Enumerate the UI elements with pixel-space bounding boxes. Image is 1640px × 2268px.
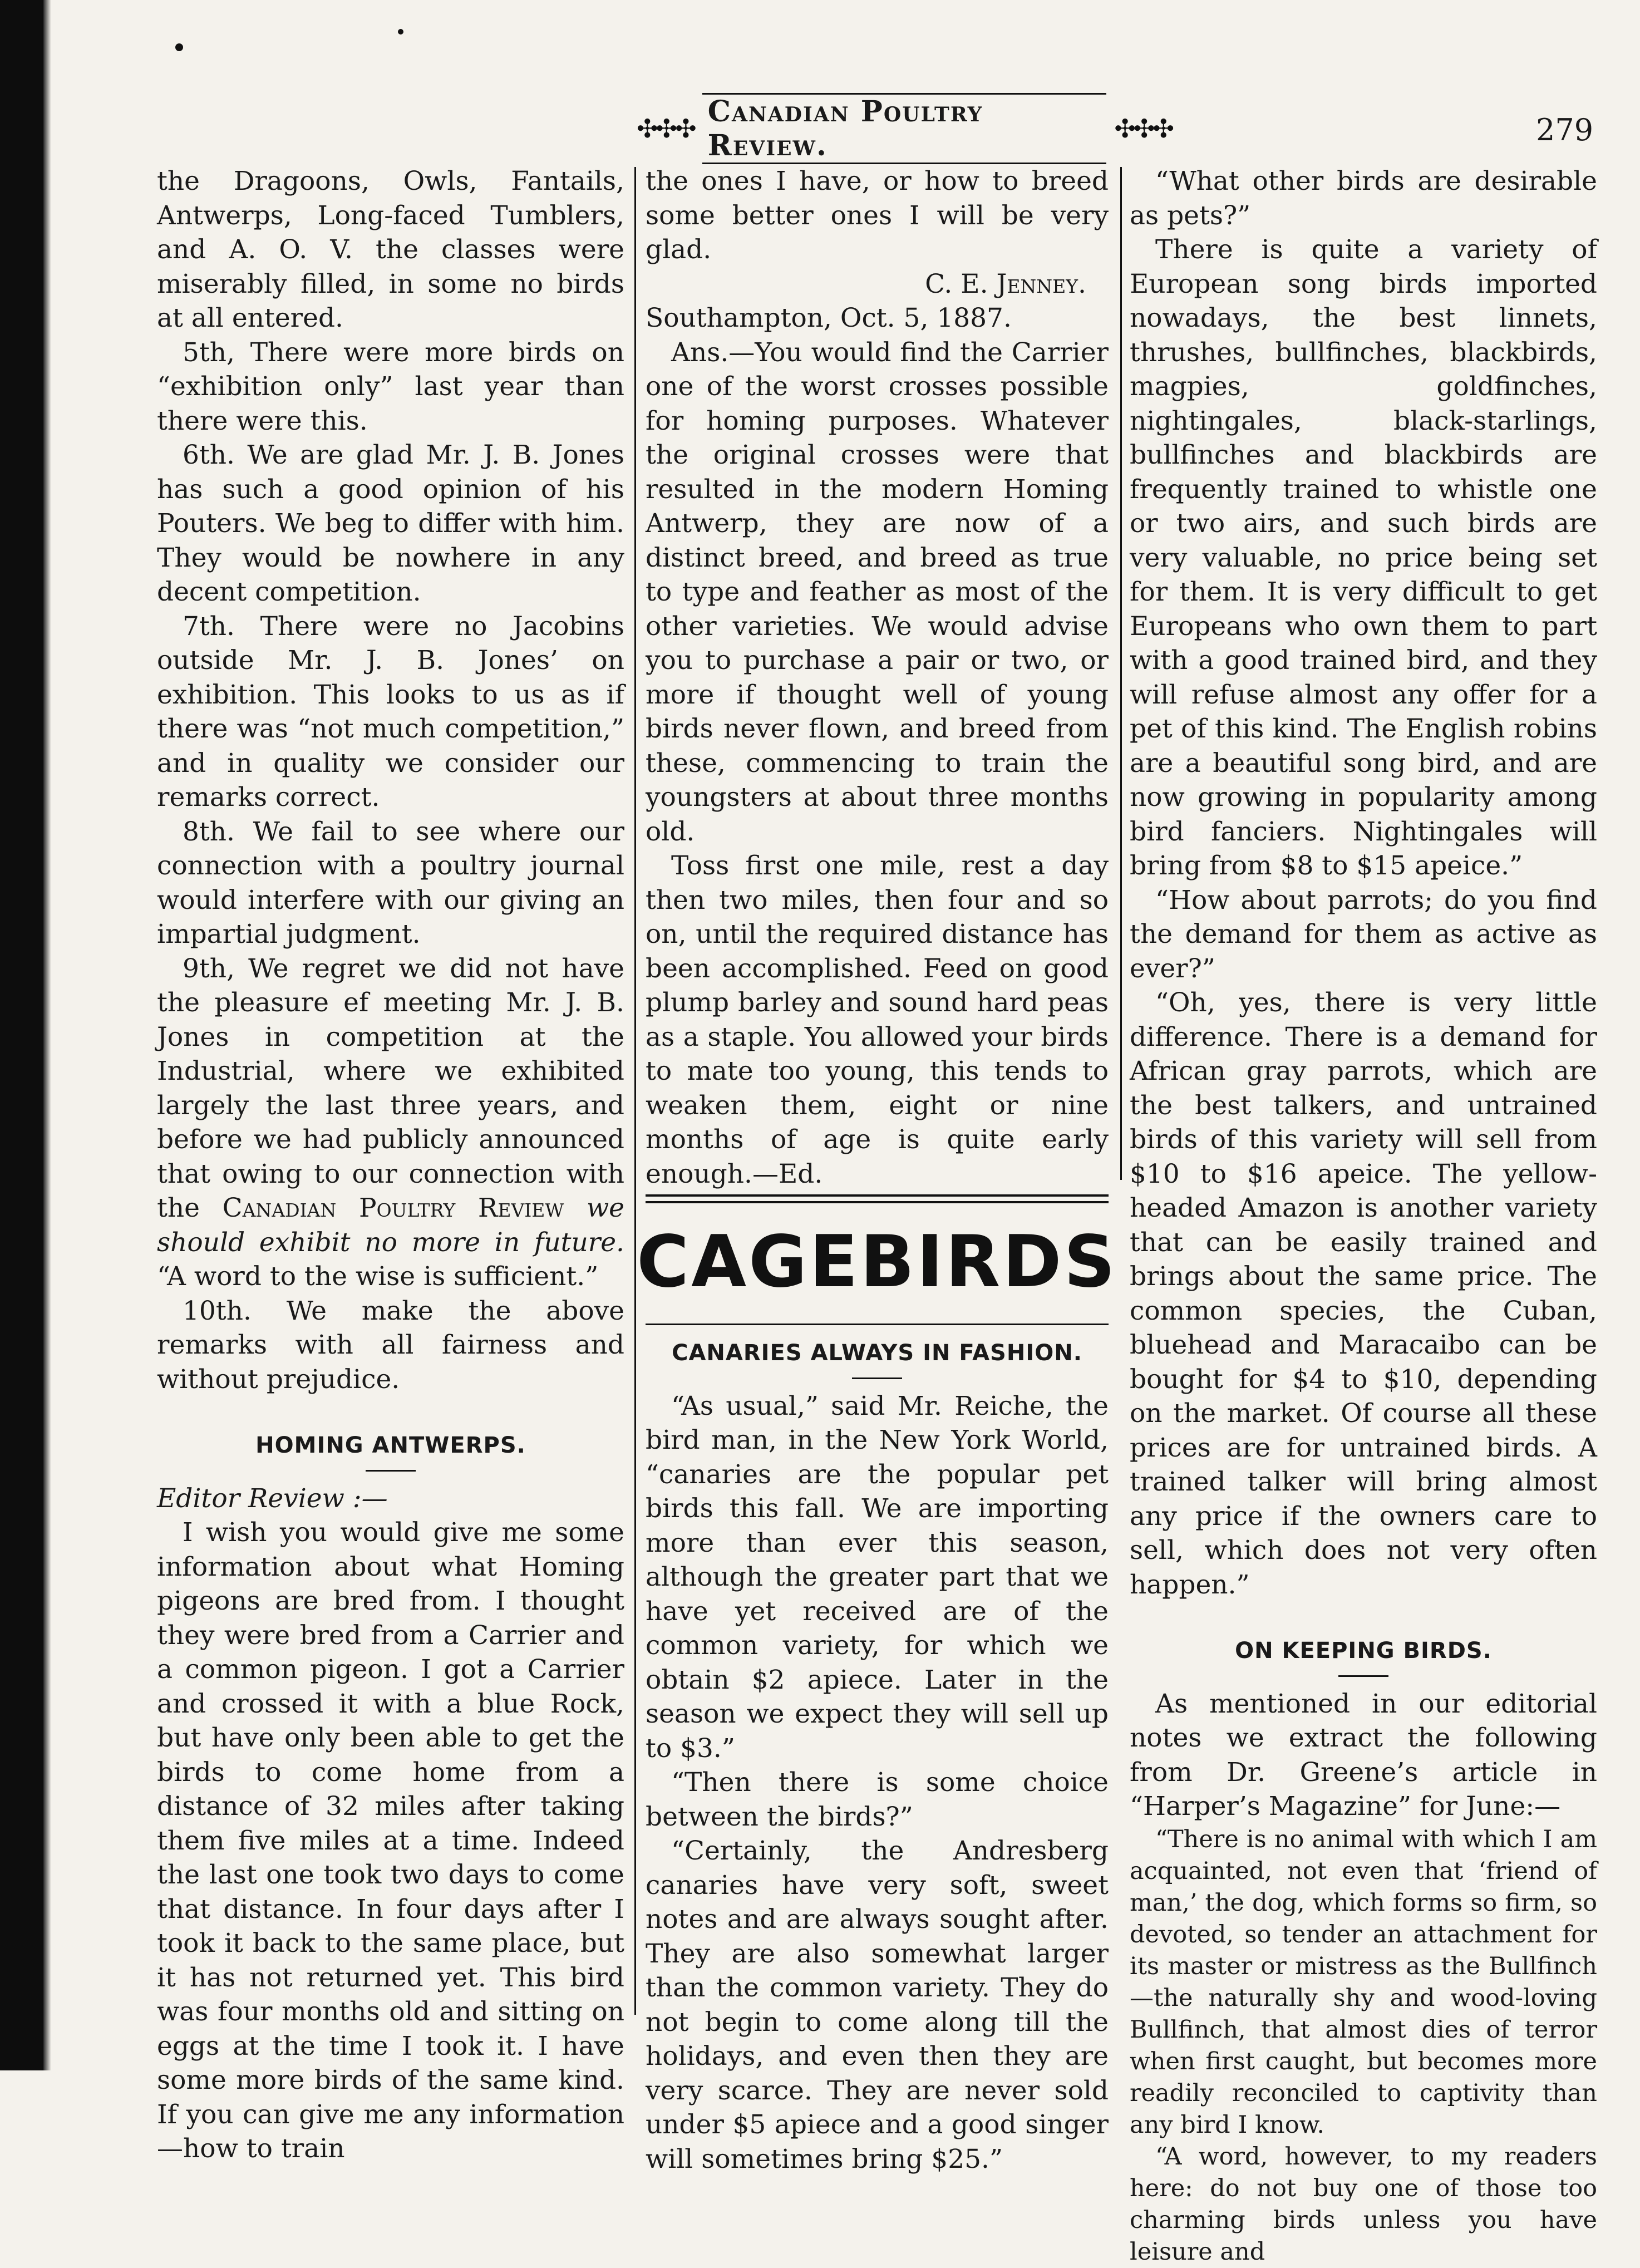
paragraph: “Certainly, the Andresberg canaries have very soft, sweet notes and are always sought after. They are also somewhat larger than the common variety. They do not begin to come along till the holidays, and even then they are very scarce. They are never sold under $5 apiece and a good singer will sometimes bring $25.” <box>646 1836 1109 2174</box>
column-separator <box>634 167 636 2015</box>
paragraph: “As usual,” said Mr. Reiche, the bird man, in the New York World, “canaries are the popular pet birds this fall. We are importing more than ever this season, although the greater part that we have yet received are of the common variety, for which we obtain $2 apiece. Later in the season we expect they will sell up to $3.” <box>646 1390 1109 1764</box>
column-1 <box>157 164 624 2166</box>
heading-rule <box>366 1470 416 1472</box>
paragraph: 5th, There were more birds on “exhibition only” last year than there were this. <box>157 337 624 436</box>
page-edge-binding <box>0 0 43 2070</box>
paragraph: “What other birds are desirable as pets?” <box>1130 166 1597 231</box>
ink-speck <box>398 29 403 35</box>
paragraph-text: 9th, We regret we did not have the pleasure ef meeting Mr. J. B. Jones in competition at the Industrial, where we exhibited largely the last three years, and before we had publicly announced that owing to our connection with the <box>157 953 624 1223</box>
banner-word-right: BIRDS <box>860 1221 1117 1304</box>
section-divider <box>646 1324 1109 1325</box>
ornament-left-icon: ✣✣✣ <box>637 114 695 144</box>
letter-signature: C. E. Jenney. <box>925 268 1086 299</box>
paragraph: Toss first one mile, rest a day then two miles, then four and so on, until the required distance has been accomplished. Feed on good plump barley and sound hard peas as a staple. You allowed your birds to mate too young, this tends to weaken them, eight or nine months of age is quite early enough.—Ed. <box>646 850 1109 1189</box>
paragraph: I wish you would give me some information about what Homing pigeons are bred from. I thought they were bred from a Carrier and a common pigeon. I got a Carrier and crossed it with a blue Rock, but have only been able to get the birds to come home from a distance of 32 miles after taking them five miles at a time. Indeed the last one took two days to come that distance. In four days after I took it back to the same place, but it has not returned yet. This bird was four months old and sitting on eggs at the time I took it. I have some more birds of the same kind. If you can give me any information—how to train <box>157 1517 624 2164</box>
section-divider <box>646 1194 1109 1203</box>
page-edge-shadow <box>43 0 51 2070</box>
paragraph: 7th. There were no Jacobins outside Mr. J. B. Jones’ on exhibition. This looks to us as if there was “not much competition,” and in quality we consider our remarks correct. <box>157 611 624 813</box>
masthead <box>629 95 1180 163</box>
cage-birds-banner <box>637 1207 1117 1318</box>
column-3 <box>1130 164 1597 2268</box>
paragraph-text: “A word to the wise is sufficient.” <box>157 1261 599 1292</box>
paragraph: 8th. We fail to see where our connection with a poultry journal would interfere with our giving an impartial judgment. <box>157 816 624 949</box>
publication-name: Canadian Poultry Review <box>222 1193 564 1223</box>
paragraph: 10th. We make the above remarks with all fairness and without prejudice. <box>157 1295 624 1395</box>
dateline: Southampton, Oct. 5, 1887. <box>646 303 1012 333</box>
paragraph: Ans.—You would find the Carrier one of the worst crosses possible for homing purposes. Whatever the original crosses were that resulted in the modern Homing Antwerp, they are now of a distinct breed, and breed as true to type and feather as most of the other varieties. We would advise you to purchase a pair or two, or more if thought well of young birds never flown, and breed from these, commencing to train the youngsters at about three months old. <box>646 337 1109 847</box>
paragraph: “A word, however, to my readers here: do not buy one of those too charming birds unless you have leisure and <box>1130 2142 1597 2266</box>
heading-rule <box>1338 1675 1388 1677</box>
paragraph: “Then there is some choice between the birds?” <box>646 1767 1109 1832</box>
paragraph: As mentioned in our editorial notes we extract the following from Dr. Greene’s article in “Harper’s Magazine” for June:— <box>1130 1688 1597 1822</box>
paragraph: the ones I have, or how to breed some better ones I will be very glad. <box>646 166 1109 265</box>
page-number: 279 <box>1536 112 1594 147</box>
paragraph <box>157 952 624 1294</box>
emphasis-text: we should exhibit no more in future. <box>157 1193 624 1258</box>
paragraph: There is quite a variety of European song birds imported nowadays, the best linnets, thrushes, bullfinches, blackbirds, magpies, goldfinches, nightingales, black-starlings, bullfinches and blackbirds are frequently trained to whistle one or two airs, and such birds are very valuable, no price being set for them. It is very difficult to get Europeans who own them to part with a good trained bird, and they will refuse almost any offer for a pet of this kind. The English robins are a beautiful song bird, and are now growing in popularity among bird fanciers. Nightingales will bring from $8 to $15 apeice.” <box>1130 234 1597 881</box>
ink-speck <box>175 43 183 51</box>
section-heading: HOMING ANTWERPS. <box>255 1433 526 1458</box>
paragraph: 6th. We are glad Mr. J. B. Jones has such a good opinion of his Pouters. We beg to differ with him. They would be nowhere in any decent competition. <box>157 440 624 607</box>
column-2 <box>637 164 1117 2176</box>
paragraph: “There is no animal with which I am acquainted, not even that ‘friend of man,’ the dog, which forms so firm, so devoted, so tender an attachment for its master or mistress as the Bullfinch—the naturally shy and wood-loving Bullfinch, that almost dies of terror when first caught, but becomes more readily reconciled to captivity than any bird I know. <box>1130 1825 1597 2139</box>
ornament-right-icon: ✣✣✣ <box>1114 114 1172 144</box>
section-heading: ON KEEPING BIRDS. <box>1235 1638 1492 1664</box>
masthead-title: Canadian Poultry Review. <box>702 93 1107 164</box>
salutation: Editor Review :— <box>157 1483 388 1514</box>
heading-rule <box>852 1377 902 1379</box>
paragraph: “Oh, yes, there is very little difference. There is a demand for African gray parrots, which are the best talkers, and untrained birds of this variety will sell from $10 to $16 apeice. The yellow-headed Amazon is another variety that can be easily trained and brings about the same price. The common species, the Cuban, bluehead and Maracaibo can be bought for $4 to $10, depending on the market. Of course all these prices are for untrained birds. A trained talker will bring almost any price if the owners care to sell, which does not very often happen.” <box>1130 987 1597 1600</box>
banner-word-left: CAGE <box>637 1221 860 1304</box>
paragraph: the Dragoons, Owls, Fantails, Antwerps, Long-faced Tumblers, and A. O. V. the classes were miserably filled, in some no birds at all entered. <box>157 166 624 333</box>
section-heading: CANARIES ALWAYS IN FASHION. <box>672 1340 1082 1366</box>
paragraph: “How about parrots; do you find the demand for them as active as ever?” <box>1130 884 1597 984</box>
column-separator <box>1120 167 1122 1180</box>
